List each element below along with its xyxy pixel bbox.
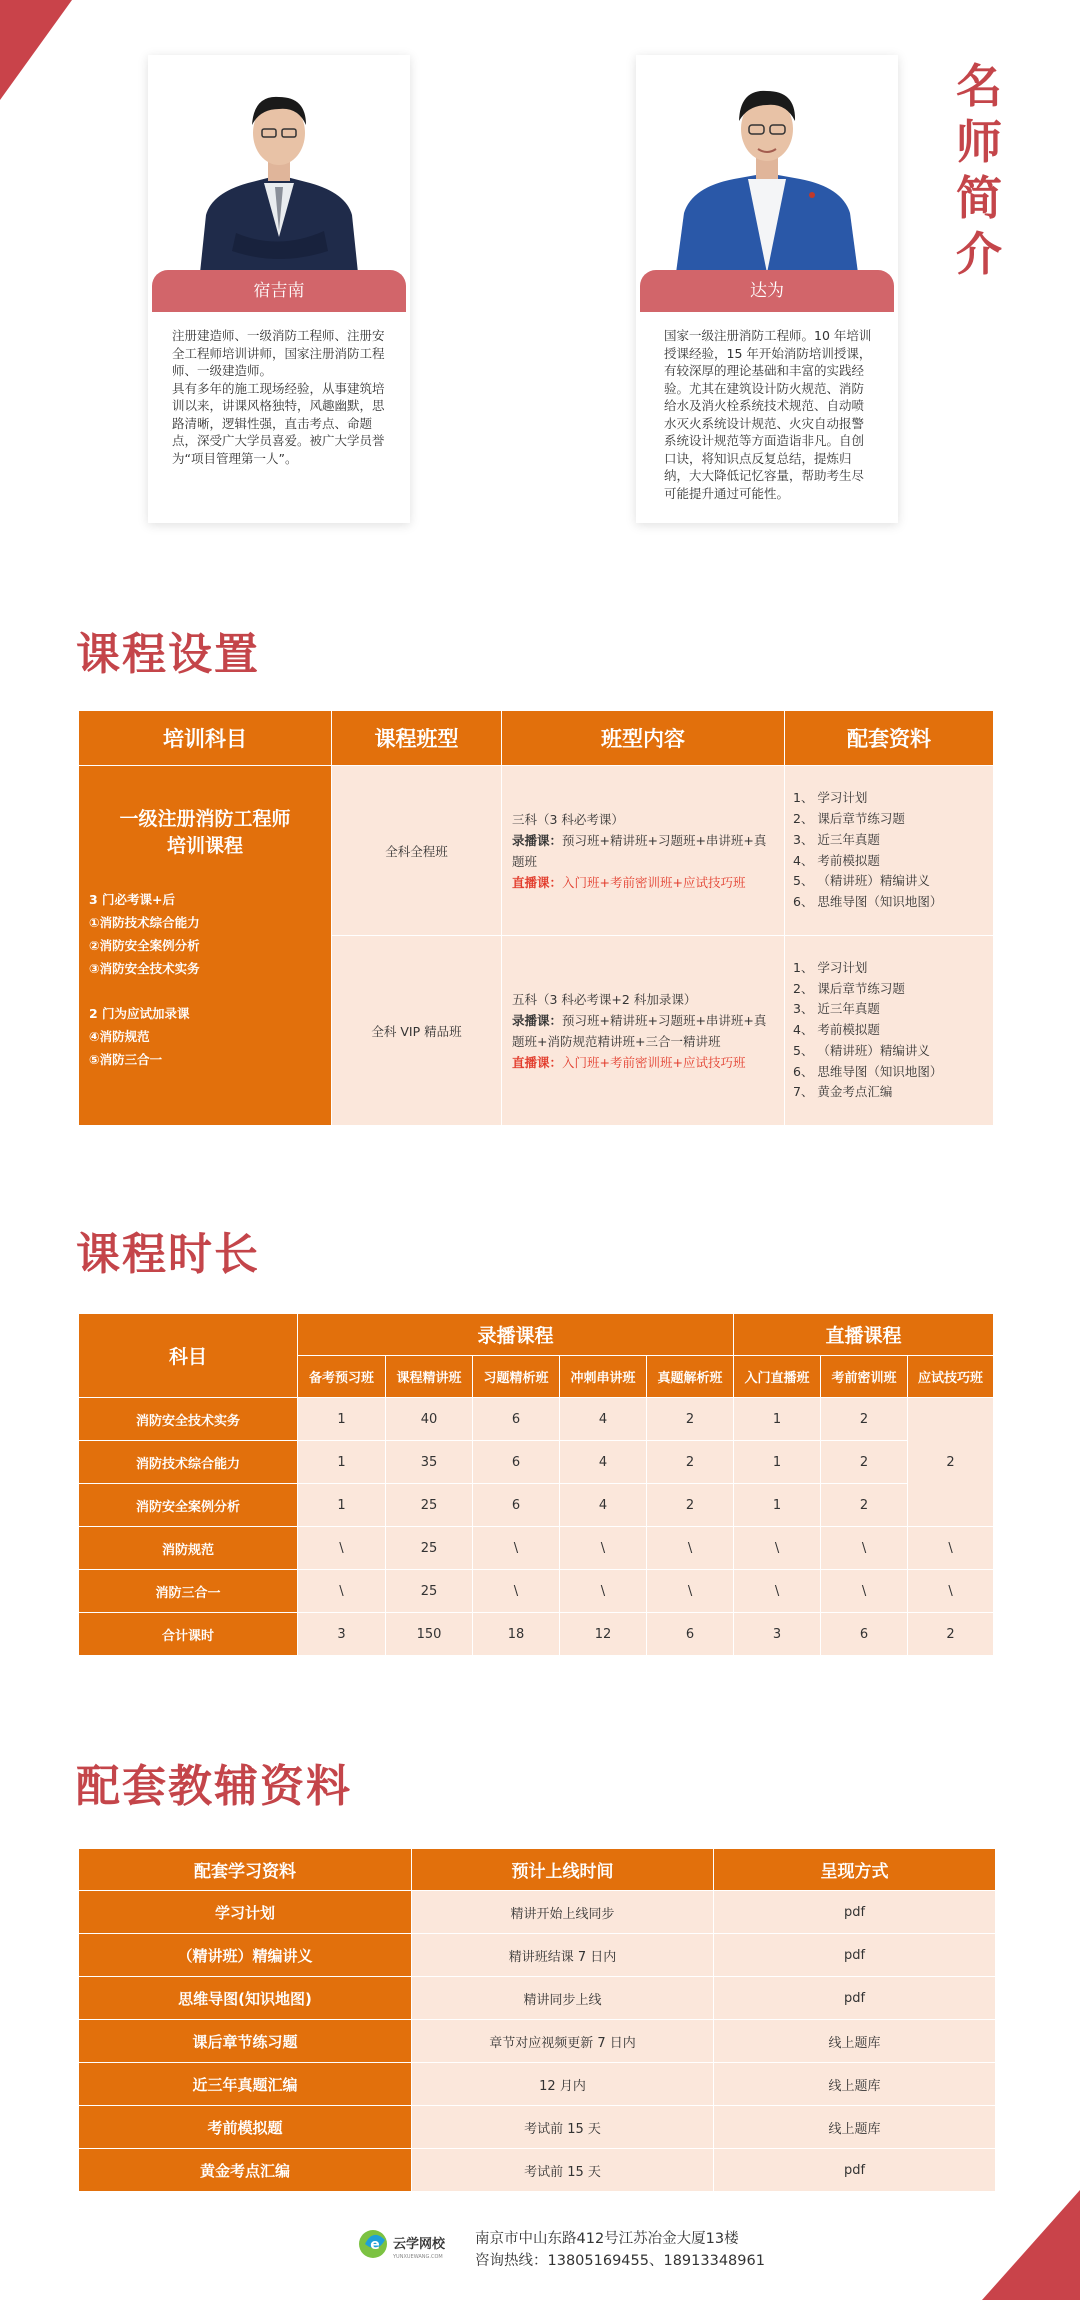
duration-column-header: 入门直播班	[734, 1356, 821, 1398]
duration-cell: 2	[821, 1441, 908, 1484]
course-header: 班型内容	[502, 711, 785, 766]
duration-subject-header: 科目	[79, 1314, 298, 1398]
duration-cell: 2	[647, 1398, 734, 1441]
duration-cell: \	[473, 1527, 560, 1570]
duration-cell: 4	[560, 1398, 647, 1441]
teacher-name: 宿吉南	[152, 270, 406, 312]
materials-list: 1、 学习计划 2、 课后章节练习题 3、 近三年真题 4、 考前模拟题 5、 （精讲班）精编讲义 6、 思维导图（知识地图）	[785, 766, 994, 936]
material-format: 线上题库	[714, 2063, 996, 2106]
duration-cell: \	[734, 1527, 821, 1570]
duration-cell: 25	[386, 1570, 473, 1613]
duration-cell: 6	[473, 1398, 560, 1441]
materials-header: 呈现方式	[714, 1849, 996, 1891]
material-release: 考试前 15 天	[412, 2149, 714, 2192]
duration-column-header: 备考预习班	[298, 1356, 386, 1398]
teachers-section-title: 名 师 简 介	[956, 59, 1002, 281]
material-release: 精讲班结课 7 日内	[412, 1934, 714, 1977]
duration-cell: 25	[386, 1484, 473, 1527]
materials-list: 1、 学习计划 2、 课后章节练习题 3、 近三年真题 4、 考前模拟题 5、 （精讲班）精编讲义 6、 思维导图（知识地图） 7、 黄金考点汇编	[785, 936, 994, 1126]
duration-cell: 1	[734, 1441, 821, 1484]
material-name: （精讲班）精编讲义	[79, 1934, 412, 1977]
duration-cell: \	[821, 1527, 908, 1570]
material-name: 课后章节练习题	[79, 2020, 412, 2063]
materials-header: 配套学习资料	[79, 1849, 412, 1891]
teacher-bio: 国家一级注册消防工程师。10 年培训授课经验，15 年开始消防培训授课，有较深厚的理论基础和丰富的实践经验。尤其在建筑设计防火规范、消防给水及消火栓系统技术规范、自动喷水灭火系统设计规范、火灾自动报警系统设计规范等方面造诣非凡。自创口诀，将知识点反复总结，提炼归纳，大大降低记忆容量，帮助考生尽可能提升通过可能性。	[664, 328, 872, 501]
duration-cell: 12	[560, 1613, 647, 1656]
duration-cell-merged: 2	[908, 1398, 994, 1527]
course-header: 配套资料	[785, 711, 994, 766]
duration-cell: \	[734, 1570, 821, 1613]
duration-cell: 4	[560, 1441, 647, 1484]
class-type: 全科 VIP 精品班	[332, 936, 502, 1126]
teacher-card	[636, 55, 898, 523]
svg-text:云学网校: 云学网校	[393, 2237, 446, 2252]
class-type: 全科全程班	[332, 766, 502, 936]
duration-cell: \	[298, 1570, 386, 1613]
duration-section-title: 课程时长	[76, 1229, 260, 1280]
duration-cell: \	[647, 1570, 734, 1613]
duration-cell: 3	[298, 1613, 386, 1656]
duration-cell: \	[647, 1527, 734, 1570]
duration-cell: 150	[386, 1613, 473, 1656]
material-release: 考试前 15 天	[412, 2106, 714, 2149]
duration-cell: 2	[647, 1484, 734, 1527]
course-subject-cell	[79, 766, 332, 1126]
duration-cell: 1	[734, 1484, 821, 1527]
material-format: pdf	[714, 1891, 996, 1934]
duration-cell: 2	[821, 1484, 908, 1527]
svg-text:YUNXUEWANG.COM: YUNXUEWANG.COM	[393, 2254, 443, 2260]
material-format: 线上题库	[714, 2106, 996, 2149]
duration-column-header: 冲刺串讲班	[560, 1356, 647, 1398]
class-content: 三科（3 科必考课） 录播课：预习班+精讲班+习题班+串讲班+真题班 直播课：入门班+考前密训班+应试技巧班	[502, 766, 785, 936]
logo-icon	[355, 2220, 455, 2270]
duration-cell: \	[560, 1527, 647, 1570]
material-format: pdf	[714, 2149, 996, 2192]
duration-row-label: 消防规范	[79, 1527, 298, 1570]
teacher-card	[148, 55, 410, 523]
duration-cell: \	[821, 1570, 908, 1613]
duration-cell: 1	[298, 1441, 386, 1484]
corner-decoration-top-left	[0, 0, 110, 110]
duration-cell: \	[473, 1570, 560, 1613]
duration-cell: 3	[734, 1613, 821, 1656]
subject-line: ③消防安全技术实务	[89, 961, 200, 976]
duration-cell: \	[908, 1527, 994, 1570]
duration-table	[78, 1313, 994, 1656]
duration-cell: 6	[473, 1484, 560, 1527]
materials-section-title: 配套教辅资料	[76, 1761, 352, 1812]
duration-column-header: 应试技巧班	[908, 1356, 994, 1398]
material-release: 章节对应视频更新 7 日内	[412, 2020, 714, 2063]
duration-cell: 18	[473, 1613, 560, 1656]
hotline-text: 咨询热线：13805169455、18913348961	[475, 2253, 765, 2269]
subject-line: ④消防规范	[89, 1029, 150, 1044]
duration-cell: 25	[386, 1527, 473, 1570]
materials-header: 预计上线时间	[412, 1849, 714, 1891]
subject-line: 2 门为应试加录课	[89, 1006, 190, 1021]
subject-line: ②消防安全案例分析	[89, 938, 200, 953]
live-group-header: 直播课程	[734, 1314, 994, 1356]
material-format: pdf	[714, 1977, 996, 2020]
duration-column-header: 课程精讲班	[386, 1356, 473, 1398]
address-text: 南京市中山东路412号江苏冶金大厦13楼	[475, 2231, 739, 2247]
material-release: 精讲同步上线	[412, 1977, 714, 2020]
duration-column-header: 真题解析班	[647, 1356, 734, 1398]
material-name: 思维导图(知识地图)	[79, 1977, 412, 2020]
duration-cell: 1	[734, 1398, 821, 1441]
duration-cell: 1	[298, 1398, 386, 1441]
duration-cell: 2	[908, 1613, 994, 1656]
material-release: 精讲开始上线同步	[412, 1891, 714, 1934]
subject-line: 3 门必考课+后	[89, 892, 176, 907]
course-header: 课程班型	[332, 711, 502, 766]
subject-line: ①消防技术综合能力	[89, 915, 200, 930]
duration-cell: 4	[560, 1484, 647, 1527]
duration-cell: 2	[821, 1398, 908, 1441]
duration-cell: 6	[473, 1441, 560, 1484]
duration-cell: 40	[386, 1398, 473, 1441]
teacher-photo	[636, 55, 898, 273]
duration-cell: \	[908, 1570, 994, 1613]
material-name: 黄金考点汇编	[79, 2149, 412, 2192]
corner-decoration-bottom-right	[970, 2190, 1080, 2300]
brand-logo	[355, 2220, 455, 2270]
duration-row-label: 消防安全案例分析	[79, 1484, 298, 1527]
teacher-photo	[148, 55, 410, 273]
material-format: 线上题库	[714, 2020, 996, 2063]
duration-cell: \	[560, 1570, 647, 1613]
duration-cell: 35	[386, 1441, 473, 1484]
duration-column-header: 习题精析班	[473, 1356, 560, 1398]
material-name: 近三年真题汇编	[79, 2063, 412, 2106]
recorded-group-header: 录播课程	[298, 1314, 734, 1356]
class-content: 五科（3 科必考课+2 科加录课） 录播课：预习班+精讲班+习题班+串讲班+真题班+消防规范精讲班+三合一精讲班 直播课：入门班+考前密训班+应试技巧班	[502, 936, 785, 1126]
contact-info	[475, 2228, 815, 2272]
course-section-title: 课程设置	[76, 629, 260, 680]
teacher-bio: 注册建造师、一级消防工程师、注册安全工程师培训讲师，国家注册消防工程师、一级建造师。 具有多年的施工现场经验，从事建筑培训以来，讲课风格独特，风趣幽默，思路清晰，逻辑性强，直击考点、命题点，深受广大学员喜爱。被广大学员誉为“项目管理第一人”。	[172, 328, 385, 466]
subject-line: ⑤消防三合一	[89, 1052, 163, 1067]
duration-cell: 6	[821, 1613, 908, 1656]
duration-cell: \	[298, 1527, 386, 1570]
teacher-name: 达为	[640, 270, 894, 312]
duration-column-header: 考前密训班	[821, 1356, 908, 1398]
materials-table	[78, 1848, 996, 2192]
duration-row-label: 消防技术综合能力	[79, 1441, 298, 1484]
material-format: pdf	[714, 1934, 996, 1977]
duration-cell: 6	[647, 1613, 734, 1656]
svg-text:e: e	[370, 2237, 380, 2253]
course-table	[78, 710, 994, 1126]
duration-row-label: 消防安全技术实务	[79, 1398, 298, 1441]
material-name: 学习计划	[79, 1891, 412, 1934]
course-subject-title: 一级注册消防工程师 培训课程	[119, 808, 291, 857]
duration-row-label: 消防三合一	[79, 1570, 298, 1613]
material-name: 考前模拟题	[79, 2106, 412, 2149]
duration-cell: 2	[647, 1441, 734, 1484]
duration-total-label: 合计课时	[79, 1613, 298, 1656]
material-release: 12 月内	[412, 2063, 714, 2106]
duration-cell: 1	[298, 1484, 386, 1527]
course-header: 培训科目	[79, 711, 332, 766]
